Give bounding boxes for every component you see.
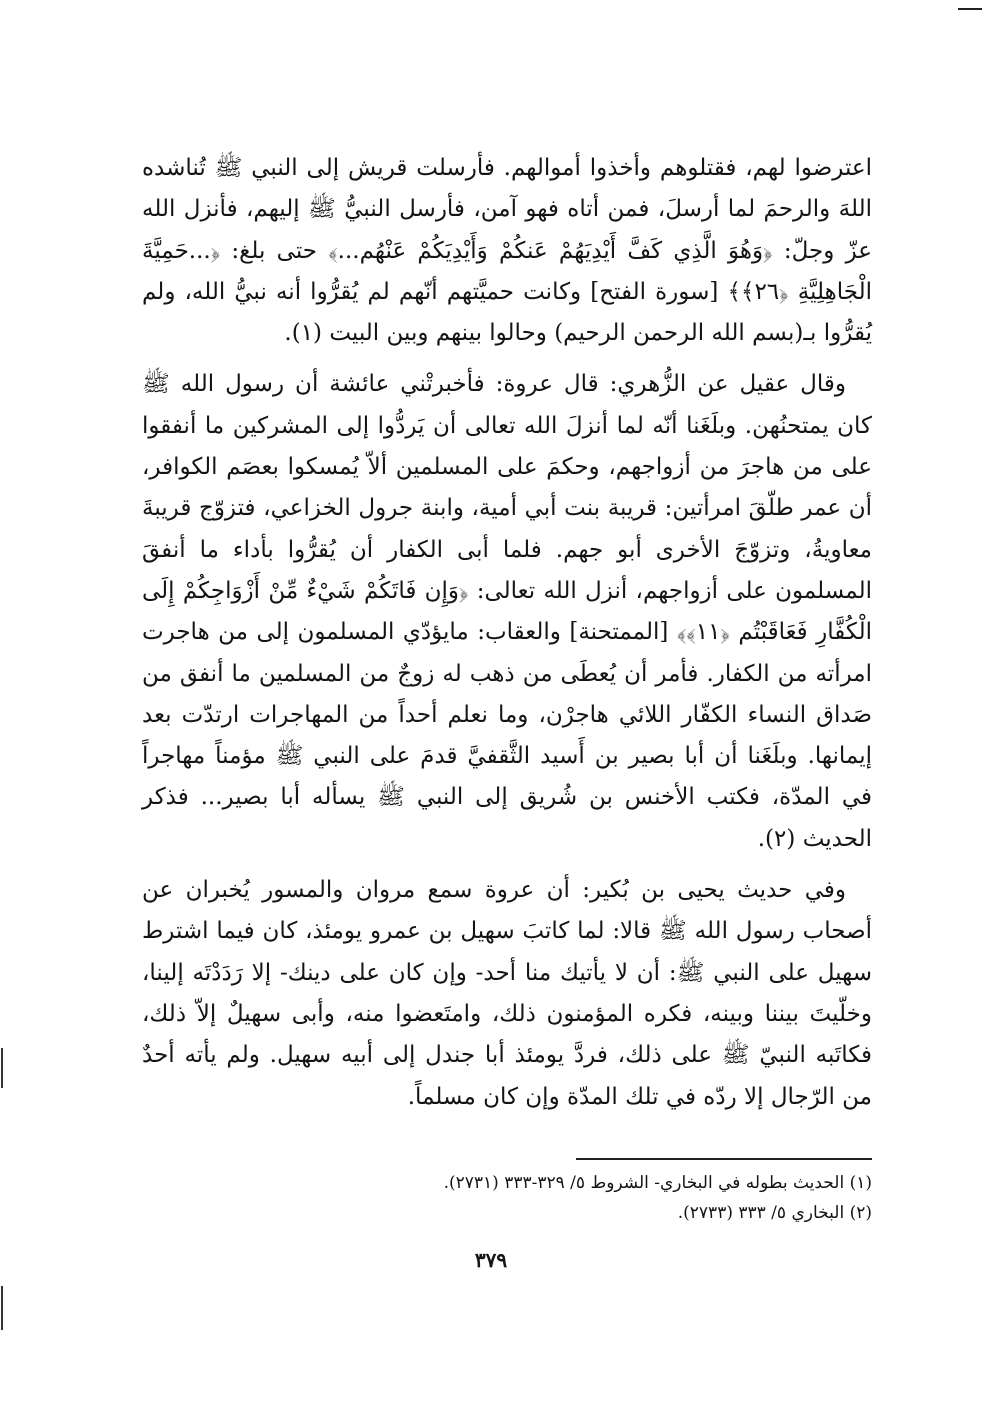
page-number: ٣٧٩ bbox=[474, 1248, 508, 1272]
footnote-2: (٢) البخاري ٥/ ٣٣٣ (٢٧٣٣). bbox=[677, 1203, 872, 1223]
scan-edge-mark-left bbox=[1, 1048, 3, 1088]
scan-edge-mark-left-lower bbox=[1, 1286, 3, 1330]
paragraph-2: وقال عقيل عن الزُّهري: قال عروة: فأخبرتْني عائشة أن رسول الله ﷺ كان يمتحنُهن. وبلَغَنا أنّه لما أنزلَ الله تعالى أن يَردُّوا إلى المشركين ما أنفقوا على من هاجرَ من أزواجهم، وحكمَ على المسلمين ألاّ يُمسكوا بعصَم الكوافر، أن عمر طلّقَ امرأتين: قريبة بنت أبي أمية، وابنة جرول الخزاعي، فتزوّج قريبةَ معاويةُ، وتزوّجَ الأخرى أبو جهم. فلما أبى الكفار أن يُقرُّوا بأداء ما أنفقَ المسلمون على أزواجهم، أنزل الله تعالى: ﴿وَإِن فَاتَكُمْ شَيْءٌ مِّنْ أَزْوَاجِكُمْ إِلَى الْكُفَّارِ فَعَاقَبْتُم ﴿١١﴾﴾ [الممتحنة] والعقاب: مايؤدّي المسلمون إلى من هاجرت امرأته من الكفار. فأمر أن يُعطَى من ذهب له زوجٌ من المسلمين ما أنفق من صَداق النساء الكفّار اللائي هاجرْن، وما نعلم أحداً من المهاجرات ارتدّت بعد إيمانها. وبلَغَنا أن أبا بصير بن أَسيد الثَّقفيَّ قدمَ على النبي ﷺ مؤمناً مهاجراً في المدّة، فكتب الأخنس بن شُريق إلى النبي ﷺ يسأله أبا بصير... فذكر الحديث (٢). bbox=[142, 371, 873, 852]
scan-edge-mark-top bbox=[958, 8, 982, 10]
footnotes bbox=[152, 1158, 872, 1228]
footnote-1: (١) الحديث بطوله في البخاري- الشروط ٥/ ٣٢٩-٣٣٣ (٢٧٣١). bbox=[443, 1173, 872, 1193]
footnote-separator bbox=[576, 1158, 872, 1160]
page-body bbox=[142, 148, 872, 1128]
paragraph-1: اعترضوا لهم، فقتلوهم وأخذوا أموالهم. فأرسلت قريش إلى النبي ﷺ تُناشده اللهَ والرحمَ لما أرسلَ، فمن أتاه فهو آمن، فأرسل النبيُّ ﷺ إليهم، فأنزل الله عزّ وجلّ: ﴿وَهُوَ الَّذِي كَفَّ أَيْدِيَهُمْ عَنكُمْ وَأَيْدِيَكُمْ عَنْهُم...﴾ حتى بلغ: ﴿...حَمِيَّةَ الْجَاهِلِيَّةِ ﴿٢٦﴾﴾ [سورة الفتح] وكانت حميَّتهم أنّهم لم يُقرُّوا أنه نبيُّ الله، ولم يُقرُّوا بـ(بسم الله الرحمن الرحيم) وحالوا بينهم وبين البيت (١). bbox=[142, 155, 872, 347]
paragraph-3: وفي حديث يحيى بن بُكير: أن عروة سمع مروان والمسور يُخبران عن أصحاب رسول الله ﷺ قالا: لما كاتبَ سهيل بن عمرو يومئذ، كان فيما اشترط سهيل على النبي ﷺ: أن لا يأتيك منا أحد- وإن كان على دينك- إلا رَدَدْتَه إلينا، وخلّيتَ بيننا وبينه، فكره المؤمنون ذلك، وامتَعضوا منه، وأبى سهيلٌ إلاّ ذلك، فكاتَبه النبيّ ﷺ على ذلك، فردَّ يومئذ أبا جندل إلى أبيه سهيل. ولم يأته أحدٌ من الرّجال إلا ردّه في تلك المدّة وإن كان مسلماً. bbox=[142, 877, 872, 1110]
